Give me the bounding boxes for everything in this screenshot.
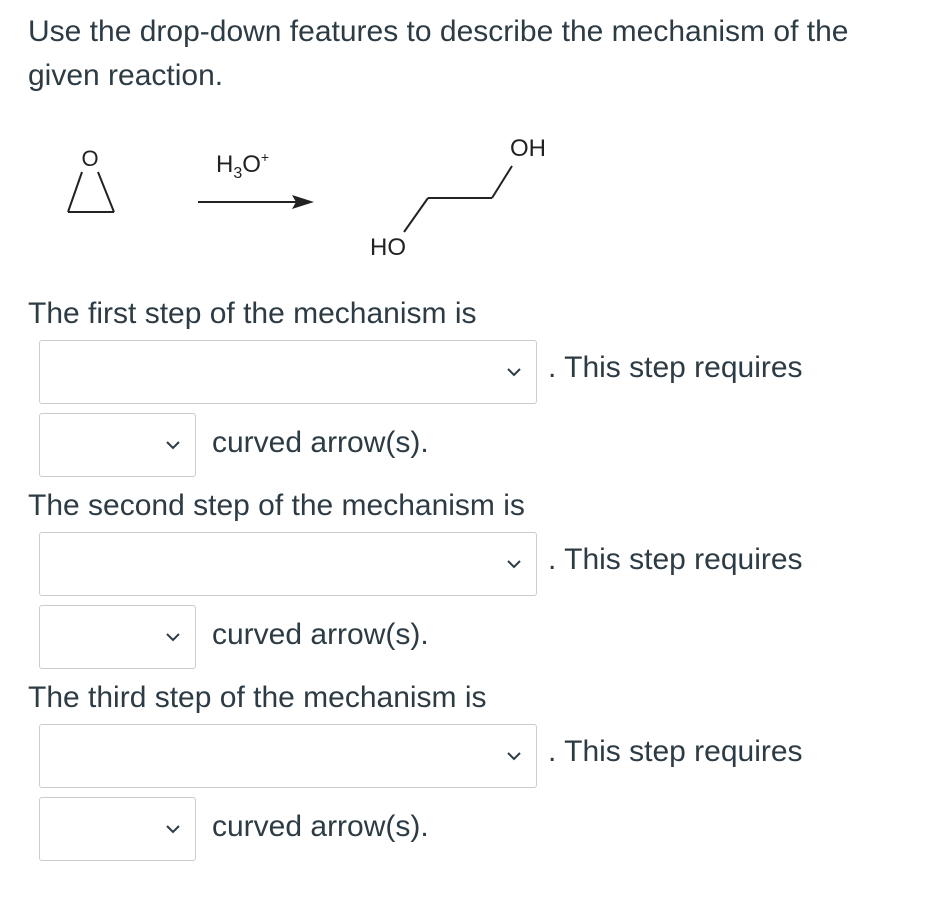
product-ho-label: HO [370,234,406,261]
step-3-prompt: The third step of the mechanism is [28,681,487,714]
chevron-down-icon [165,440,181,450]
step-2-arrows-label: curved arrow(s). [212,618,429,651]
chevron-down-icon [506,367,522,377]
step-1-arrow-count-select[interactable] [39,413,196,477]
step-2-arrow-count-select[interactable] [39,605,196,669]
step-3-mechanism-select[interactable] [39,724,537,788]
step-3-arrow-count-select[interactable] [39,797,196,861]
step-1-prompt: The first step of the mechanism is [28,297,477,330]
chevron-down-icon [506,559,522,569]
step-1-requires-label: . This step requires [548,351,803,384]
epoxide-oxygen-label: O [81,146,99,171]
chevron-down-icon [165,632,181,642]
step-3-arrows-label: curved arrow(s). [212,810,429,843]
product-oh-label: OH [510,135,546,162]
reaction-diagram [60,128,560,278]
product-bond-1 [492,166,512,198]
reaction-scheme [60,128,560,278]
chevron-down-icon [506,751,522,761]
step-1-mechanism-select[interactable] [39,340,537,404]
step-2-mechanism-select[interactable] [39,532,537,596]
epoxide-bond-left [68,172,82,212]
step-2-prompt: The second step of the mechanism is [28,489,525,522]
step-3-requires-label: . This step requires [548,735,803,768]
question-text: Use the drop-down features to describe the mechanism of the given reaction. [28,15,849,92]
epoxide-bond-right [98,172,114,212]
chevron-down-icon [165,824,181,834]
reagent-label: $H_3O^+$ [216,149,270,182]
step-2-requires-label: . This step requires [548,543,803,576]
product-bond-3 [404,198,428,232]
step-1-arrows-label: curved arrow(s). [212,426,429,459]
